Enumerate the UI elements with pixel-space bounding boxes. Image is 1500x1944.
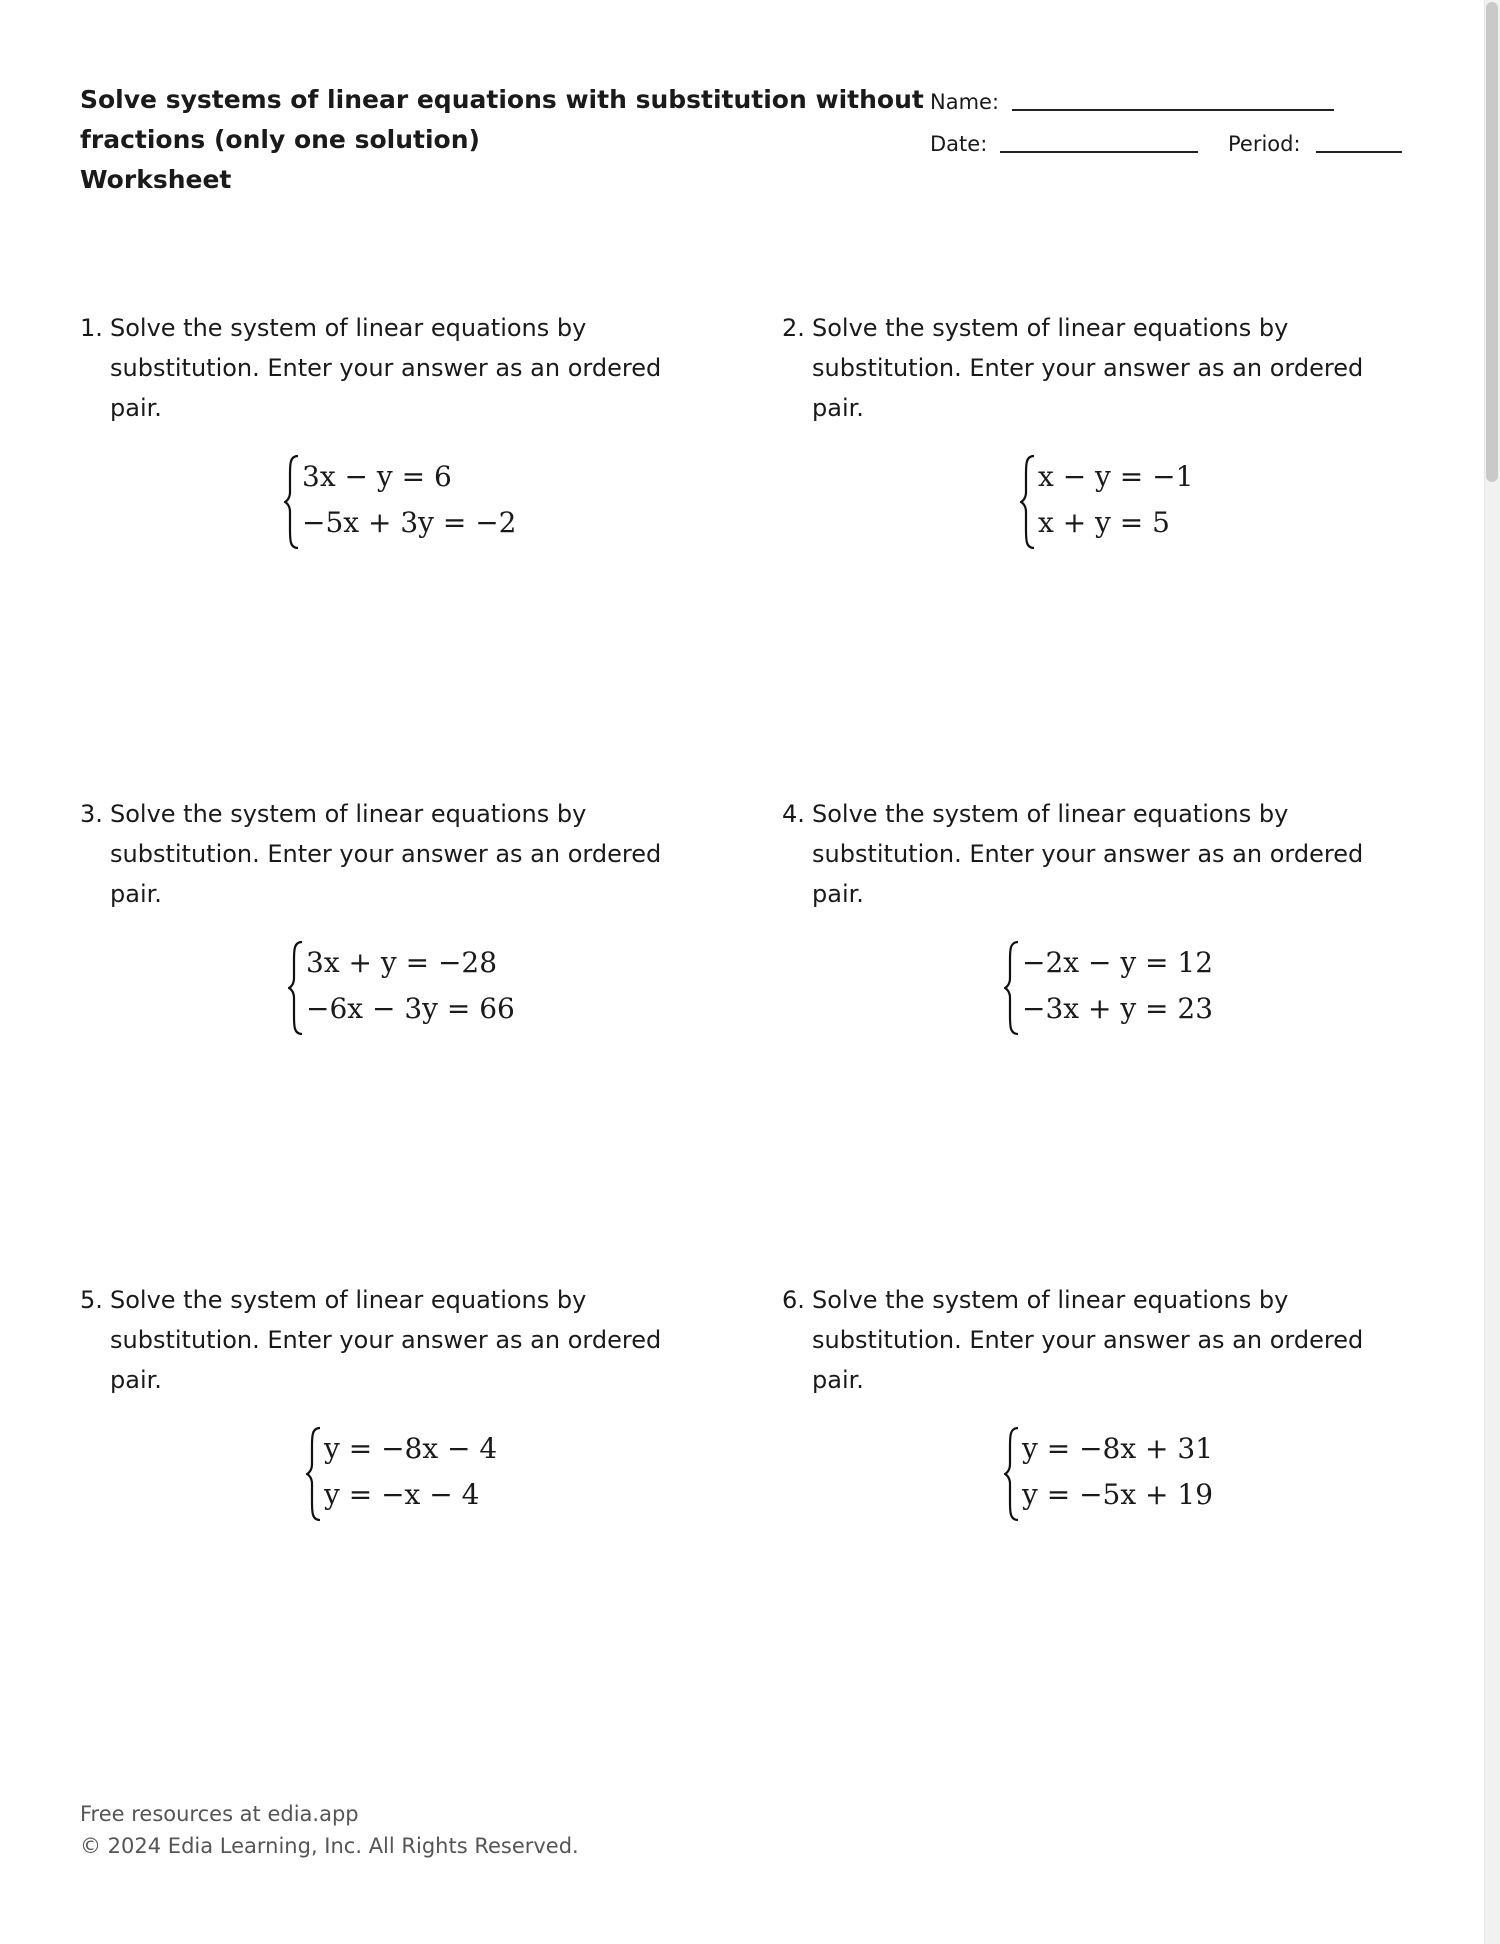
prompt-line: pair. <box>110 394 162 422</box>
left-brace-icon <box>1020 454 1036 550</box>
equation-1: 3x + y = −28 <box>306 946 498 979</box>
prompt-line: pair. <box>812 394 864 422</box>
prompt-line: substitution. Enter your answer as an ordered <box>812 354 1364 382</box>
date-line[interactable] <box>1000 151 1198 153</box>
title-line-2: fractions (only one solution) <box>80 125 480 154</box>
problem-number: 2. <box>782 314 805 342</box>
equation-2: −6x − 3y = 66 <box>306 992 515 1025</box>
name-row <box>930 88 1410 130</box>
problem-prompt <box>782 1280 1382 1400</box>
prompt-line: Solve the system of linear equations by <box>110 314 587 342</box>
problem-prompt <box>80 1280 680 1400</box>
prompt-line: pair. <box>110 1366 162 1394</box>
problem-prompt <box>80 794 680 914</box>
equation-1: −2x − y = 12 <box>1022 946 1214 979</box>
prompt-line: Solve the system of linear equations by <box>812 1286 1289 1314</box>
footer-resources: Free resources at edia.app <box>80 1802 359 1826</box>
prompt-line: Solve the system of linear equations by <box>110 1286 587 1314</box>
problem-number: 5. <box>80 1286 103 1314</box>
prompt-line: substitution. Enter your answer as an ordered <box>110 1326 662 1354</box>
problem-number: 4. <box>782 800 805 828</box>
equation-2: −3x + y = 23 <box>1022 992 1214 1025</box>
prompt-line: substitution. Enter your answer as an ordered <box>812 1326 1364 1354</box>
equation-2: x + y = 5 <box>1038 506 1170 539</box>
equation-2: −5x + 3y = −2 <box>302 506 517 539</box>
equation-1: x − y = −1 <box>1038 460 1194 493</box>
footer <box>80 1798 579 1862</box>
title-line-1: Solve systems of linear equations with substitution without <box>80 85 924 114</box>
scrollbar[interactable] <box>1484 0 1500 1944</box>
prompt-line: Solve the system of linear equations by <box>812 800 1289 828</box>
footer-copyright: © 2024 Edia Learning, Inc. All Rights Reserved. <box>80 1834 579 1858</box>
equation-2: y = −x − 4 <box>324 1478 480 1511</box>
prompt-line: pair. <box>812 1366 864 1394</box>
left-brace-icon <box>1004 940 1020 1036</box>
problem-4 <box>782 794 1382 1025</box>
problem-6 <box>782 1280 1382 1511</box>
left-brace-icon <box>1004 1426 1020 1522</box>
problem-prompt <box>80 308 680 428</box>
period-label: Period: <box>1228 132 1301 156</box>
date-label: Date: <box>930 132 988 156</box>
prompt-line: Solve the system of linear equations by <box>110 800 587 828</box>
problem-number: 3. <box>80 800 103 828</box>
equation-1: y = −8x − 4 <box>324 1432 498 1465</box>
prompt-line: pair. <box>812 880 864 908</box>
prompt-line: substitution. Enter your answer as an ordered <box>110 840 662 868</box>
equation-1: 3x − y = 6 <box>302 460 452 493</box>
equation-1: y = −8x + 31 <box>1022 1432 1214 1465</box>
prompt-line: substitution. Enter your answer as an ordered <box>110 354 662 382</box>
problem-3 <box>80 794 680 1025</box>
student-info <box>930 88 1410 172</box>
prompt-line: pair. <box>110 880 162 908</box>
left-brace-icon <box>288 940 304 1036</box>
worksheet-title <box>80 80 924 200</box>
prompt-line: Solve the system of linear equations by <box>812 314 1289 342</box>
problem-prompt <box>782 794 1382 914</box>
prompt-line: substitution. Enter your answer as an ordered <box>812 840 1364 868</box>
problem-2 <box>782 308 1382 539</box>
problem-5 <box>80 1280 680 1511</box>
problem-1 <box>80 308 680 539</box>
left-brace-icon <box>284 454 300 550</box>
problem-number: 6. <box>782 1286 805 1314</box>
title-line-3: Worksheet <box>80 165 232 194</box>
date-period-row <box>930 130 1410 172</box>
problem-prompt <box>782 308 1382 428</box>
name-line[interactable] <box>1012 109 1334 111</box>
name-label: Name: <box>930 90 1000 114</box>
equation-2: y = −5x + 19 <box>1022 1478 1214 1511</box>
scrollbar-thumb[interactable] <box>1486 2 1498 482</box>
problem-number: 1. <box>80 314 103 342</box>
left-brace-icon <box>306 1426 322 1522</box>
period-line[interactable] <box>1316 151 1402 153</box>
